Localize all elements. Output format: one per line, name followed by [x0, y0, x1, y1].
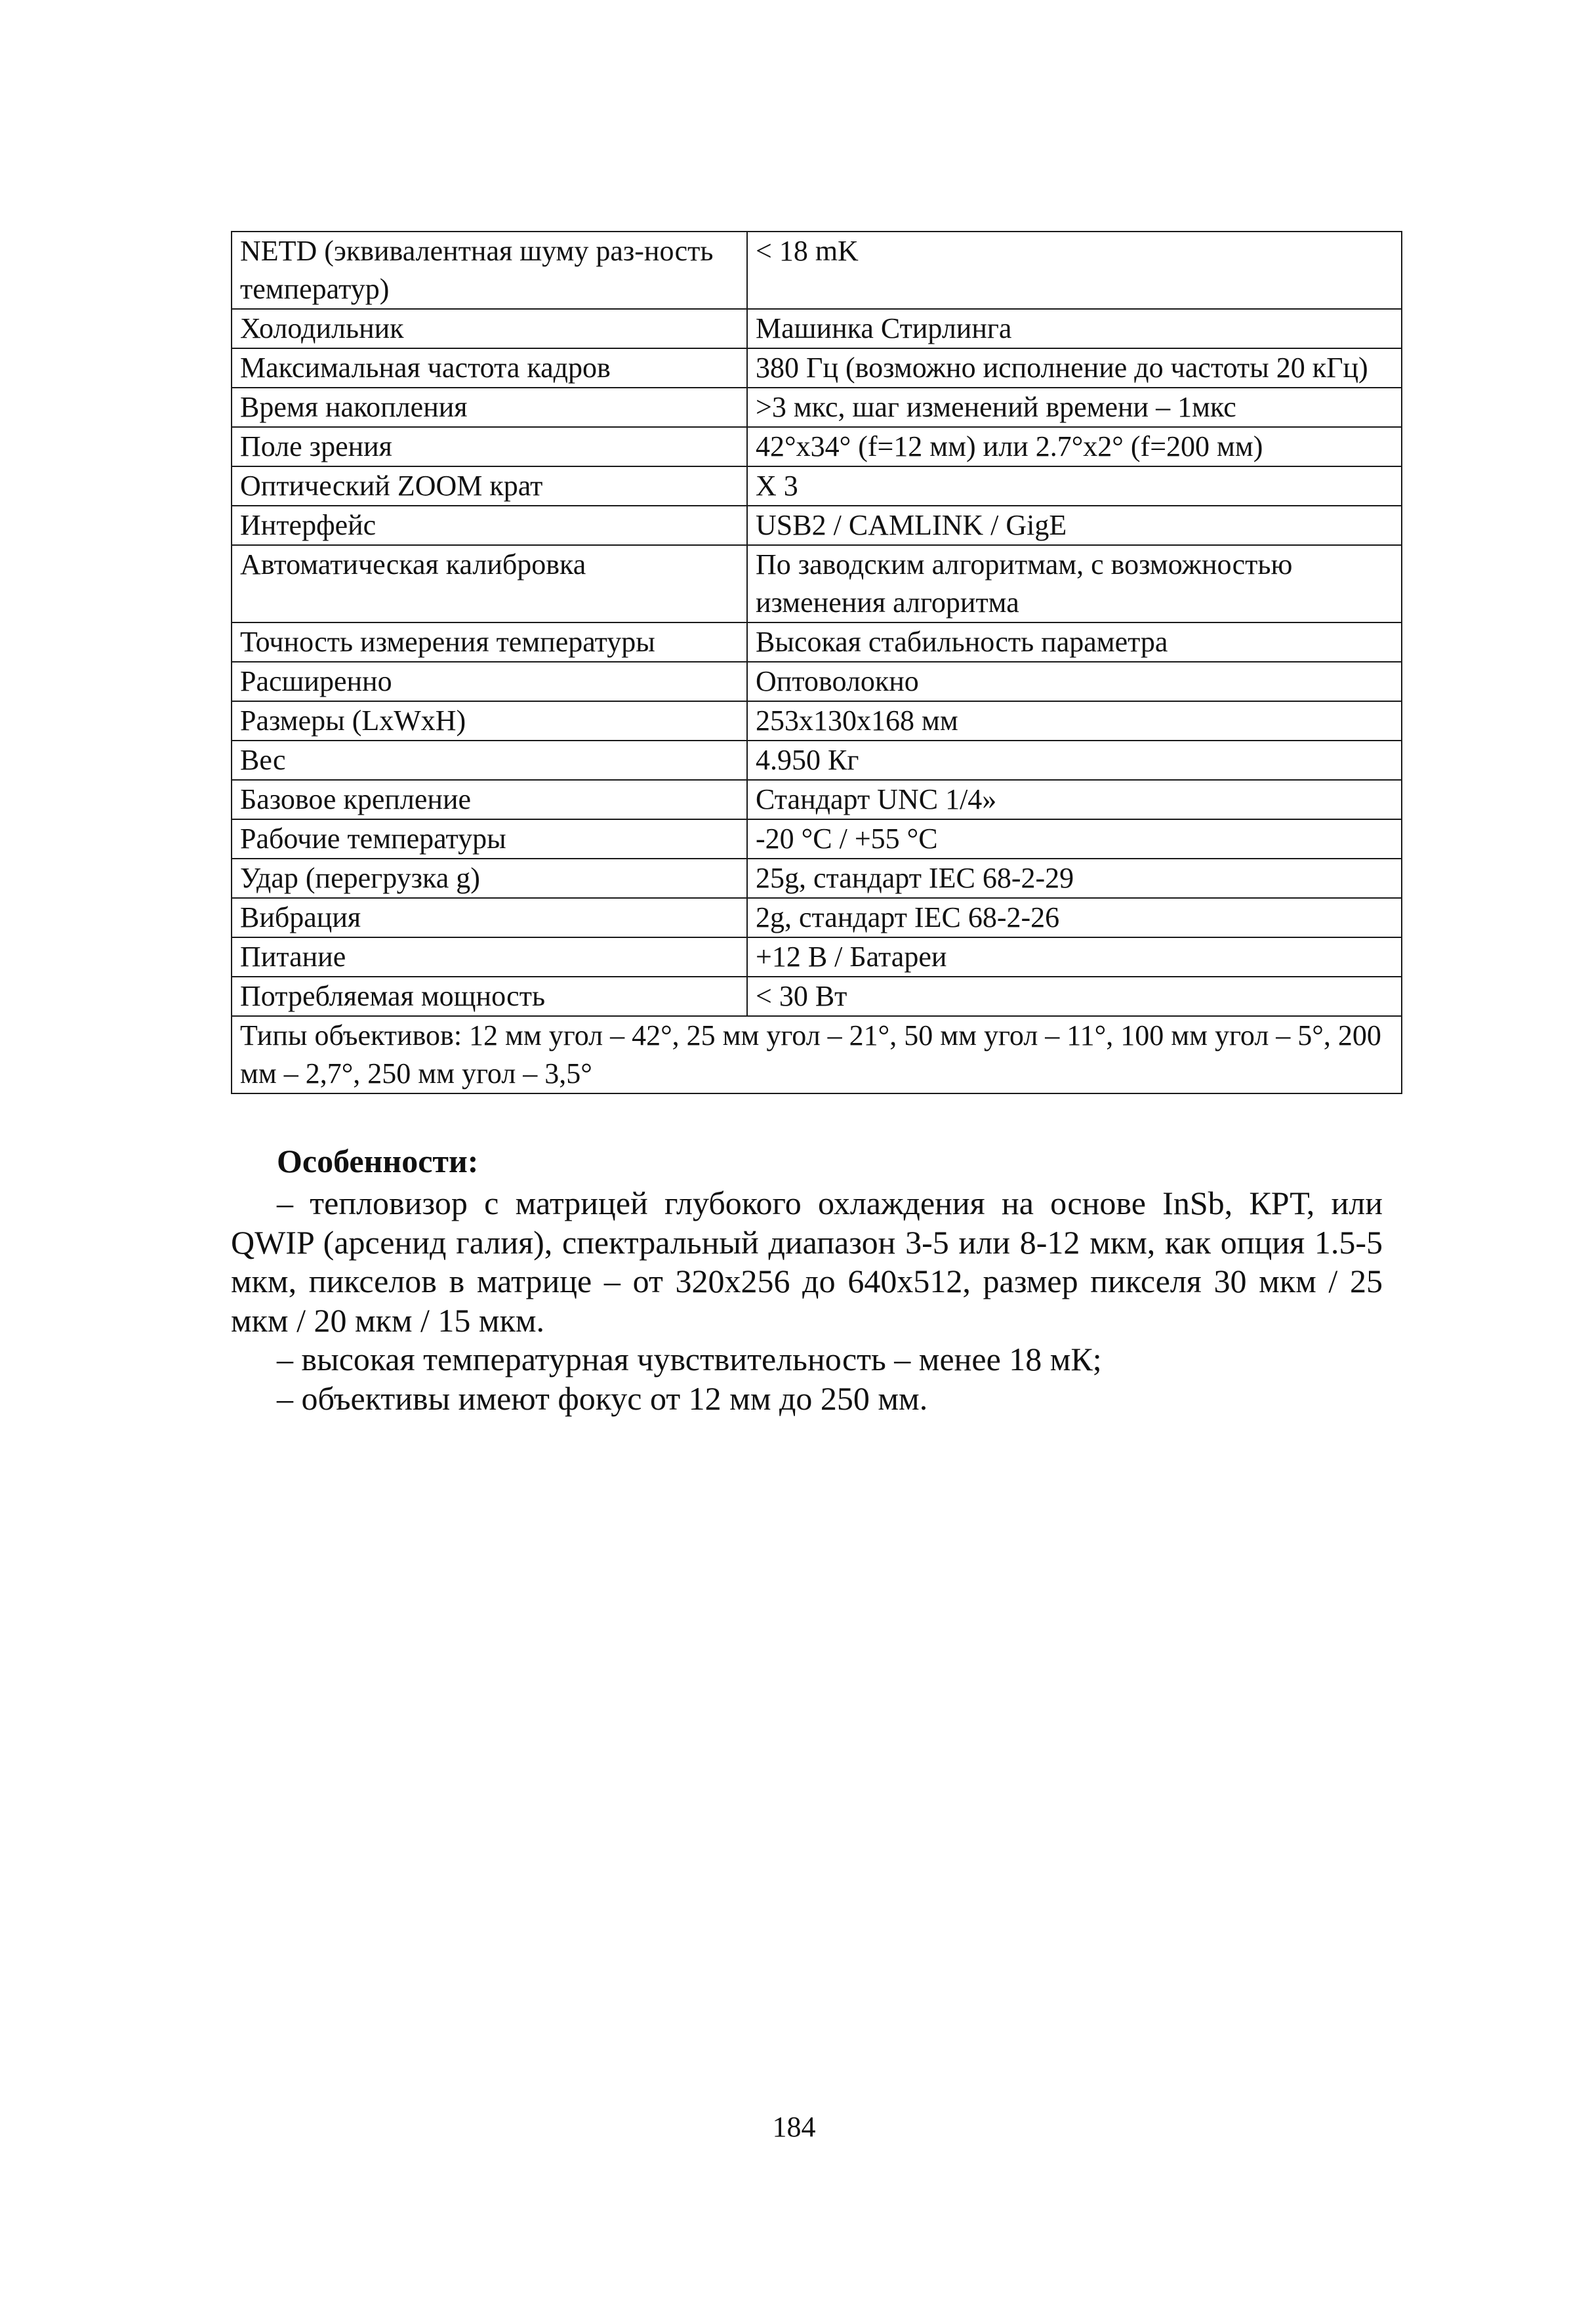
param-name-cell: Максимальная частота кадров — [232, 348, 747, 388]
param-name-cell: Базовое крепление — [232, 780, 747, 819]
table-row — [232, 662, 1402, 701]
table-row — [232, 506, 1402, 545]
param-value-cell: USB2 / CAMLINK / GigE — [747, 506, 1402, 545]
param-name-cell: Время накопления — [232, 388, 747, 427]
spec-table — [231, 231, 1402, 1094]
table-row — [232, 622, 1402, 662]
features-section — [231, 1138, 1383, 1418]
table-row — [232, 348, 1402, 388]
param-value-cell: >3 мкс, шаг изменений времени – 1мкс — [747, 388, 1402, 427]
table-row — [232, 859, 1402, 898]
param-name-cell: Рабочие температуры — [232, 819, 747, 859]
param-value-cell: 253x130x168 мм — [747, 701, 1402, 741]
param-value-cell: +12 В / Батареи — [747, 937, 1402, 977]
table-row — [232, 545, 1402, 622]
param-value-cell: Высокая стабильность параметра — [747, 622, 1402, 662]
param-value-cell: -20 °C / +55 °C — [747, 819, 1402, 859]
table-row — [232, 427, 1402, 466]
param-name-cell: Поле зрения — [232, 427, 747, 466]
param-value-cell: Стандарт UNC 1/4» — [747, 780, 1402, 819]
table-row — [232, 780, 1402, 819]
param-name-cell: Вибрация — [232, 898, 747, 937]
param-name-cell: Размеры (LxWxH) — [232, 701, 747, 741]
spec-table-body — [232, 232, 1402, 1093]
table-row — [232, 898, 1402, 937]
param-value-cell: 25g, стандарт IEC 68-2-29 — [747, 859, 1402, 898]
table-row — [232, 937, 1402, 977]
feature-item: – тепловизор с матрицей глубокого охлаждения на основе InSb, КРТ, или QWIP (арсенид галия), спектральный диапазон 3-5 или 8-12 мкм, как опция 1.5-5 мкм, пикселов в матрице – от 320x256 до 640x512, размер пикселя 30 мкм / 25 мкм / 20 мкм / 15 мкм. — [231, 1185, 1383, 1339]
param-value-cell: X 3 — [747, 466, 1402, 506]
param-name-cell: Потребляемая мощность — [232, 977, 747, 1016]
param-name-cell: Расширенно — [232, 662, 747, 701]
param-name-cell: Вес — [232, 741, 747, 780]
param-name-cell: Интерфейс — [232, 506, 747, 545]
table-row — [232, 741, 1402, 780]
feature-item: – объективы имеют фокус от 12 мм до 250 мм. — [277, 1379, 928, 1417]
table-row — [232, 388, 1402, 427]
feature-item: – высокая температурная чувствительность – менее 18 мК; — [277, 1341, 1102, 1377]
lens-types-cell: Типы объективов: 12 мм угол – 42°, 25 мм угол – 21°, 50 мм угол – 11°, 100 мм угол – 5°, 200 мм – 2,7°, 250 мм угол – 3,5° — [232, 1016, 1402, 1093]
param-value-cell: Оптоволокно — [747, 662, 1402, 701]
param-name-cell: Точность измерения температуры — [232, 622, 747, 662]
param-name-cell: NETD (эквивалентная шуму раз-ность температур) — [232, 232, 747, 309]
table-row — [232, 977, 1402, 1016]
param-value-cell: 42°x34° (f=12 мм) или 2.7°x2° (f=200 мм) — [747, 427, 1402, 466]
param-value-cell: < 18 mK — [747, 232, 1402, 309]
param-value-cell: < 30 Вт — [747, 977, 1402, 1016]
table-row — [232, 819, 1402, 859]
table-row — [232, 466, 1402, 506]
param-value-cell: По заводским алгоритмам, с возможностью изменения алгоритма — [747, 545, 1402, 622]
page-number: 184 — [772, 2111, 816, 2143]
table-footer-row — [232, 1016, 1402, 1093]
features-heading: Особенности: — [277, 1143, 479, 1179]
param-name-cell: Удар (перегрузка g) — [232, 859, 747, 898]
param-name-cell: Холодильник — [232, 309, 747, 348]
param-value-cell: 2g, стандарт IEC 68-2-26 — [747, 898, 1402, 937]
table-row — [232, 701, 1402, 741]
table-row — [232, 232, 1402, 309]
param-value-cell: 380 Гц (возможно исполнение до частоты 20 кГц) — [747, 348, 1402, 388]
param-name-cell: Питание — [232, 937, 747, 977]
param-value-cell: Машинка Стирлинга — [747, 309, 1402, 348]
param-name-cell: Оптический ZOOM крат — [232, 466, 747, 506]
param-name-cell: Автоматическая калибровка — [232, 545, 747, 622]
table-row — [232, 309, 1402, 348]
param-value-cell: 4.950 Кг — [747, 741, 1402, 780]
